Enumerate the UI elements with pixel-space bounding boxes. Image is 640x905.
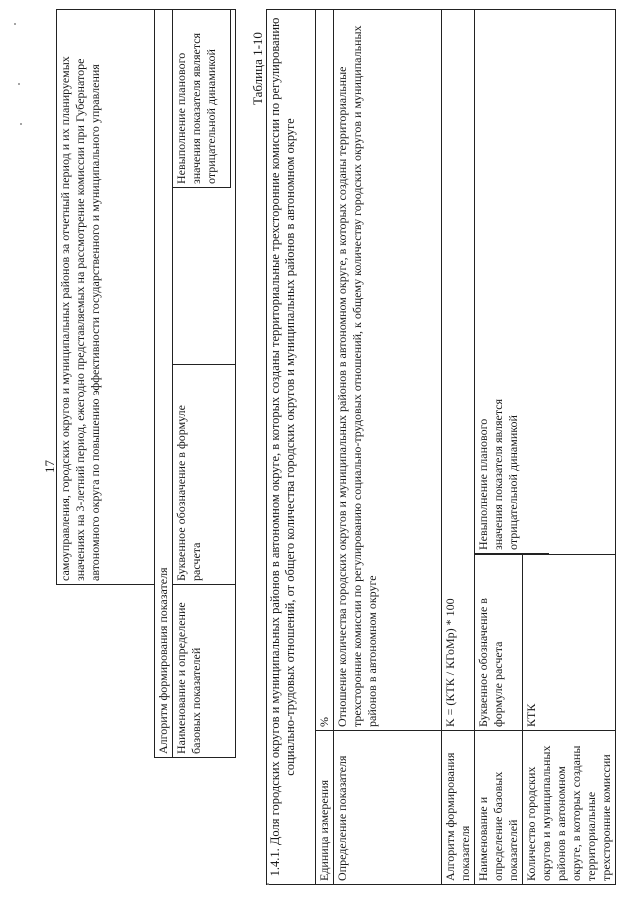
scan-speck bbox=[18, 83, 20, 85]
page-number: 17 bbox=[42, 460, 57, 473]
definition-value: Отношение количества городских округов и муниципальных районов в автономном округе, в которых созданы территориальные трехсторонние комиссии по регулированию социально-трудовых отношений, к общему количеству городских округов и муниципальных районов в автономном округе bbox=[334, 10, 442, 731]
count-label: Количество городских округов и муниципальных районов в автономном округе, в которых созданы территориальные трехсторонние комиссии bbox=[523, 731, 616, 885]
continued-text: самоуправления, городских округов и муниципальных районов за отчетный период и их планируемых значениях на 3-летний период, ежегодно представляемых на рассмотрение комиссии при Губернаторе автономного округа по повышению эффективности государственного и муниципального управления bbox=[57, 9, 155, 584]
count-symbol: КТК bbox=[523, 555, 616, 731]
table-row bbox=[267, 10, 316, 885]
scan-speck bbox=[267, 883, 269, 885]
continued-table bbox=[56, 9, 236, 758]
table-row bbox=[57, 9, 155, 757]
table-row bbox=[316, 10, 334, 885]
table-row bbox=[475, 10, 523, 885]
algo-label: Алгоритм формирования показателя bbox=[155, 9, 173, 757]
indicator-title: 1.4.1. Доля городских округов и муниципальных районов в автономном округе, в которых созданы территориальные трехсторонние комиссии по регулированию социально-трудовых отношений, от общего количества городских округов и муниципальных районов в автономном округе bbox=[267, 10, 316, 885]
table-row bbox=[334, 10, 442, 885]
unit-label: Единица измерения bbox=[316, 731, 334, 885]
scan-speck bbox=[20, 123, 22, 125]
table-caption: Таблица 1-10 bbox=[250, 32, 265, 105]
dynamics-note: Невыполнение планового значения показателя является отрицательной динамикой bbox=[173, 10, 231, 188]
algo-formula: K = (КТК / КГоМр) * 100 bbox=[442, 10, 475, 731]
indicator-table bbox=[266, 9, 616, 885]
scan-speck bbox=[14, 23, 16, 25]
table-row bbox=[442, 10, 475, 885]
algo-label: Алгоритм формирования показателя bbox=[442, 731, 475, 885]
letter-label: Буквенное обозначение в формуле расчета bbox=[475, 555, 523, 731]
definition-label: Определение показателя bbox=[334, 731, 442, 885]
dynamics-note: Невыполнение планового значения показателя является отрицательной динамикой bbox=[475, 378, 549, 554]
table-row bbox=[173, 9, 236, 757]
names-label: Наименование и определение базовых показателей bbox=[475, 731, 523, 885]
unit-value: % bbox=[316, 10, 334, 731]
table-row bbox=[155, 9, 173, 757]
letter-label: Буквенное обозначение в формуле расчета bbox=[173, 365, 236, 585]
names-label: Наименование и определение базовых показателей bbox=[173, 585, 236, 758]
